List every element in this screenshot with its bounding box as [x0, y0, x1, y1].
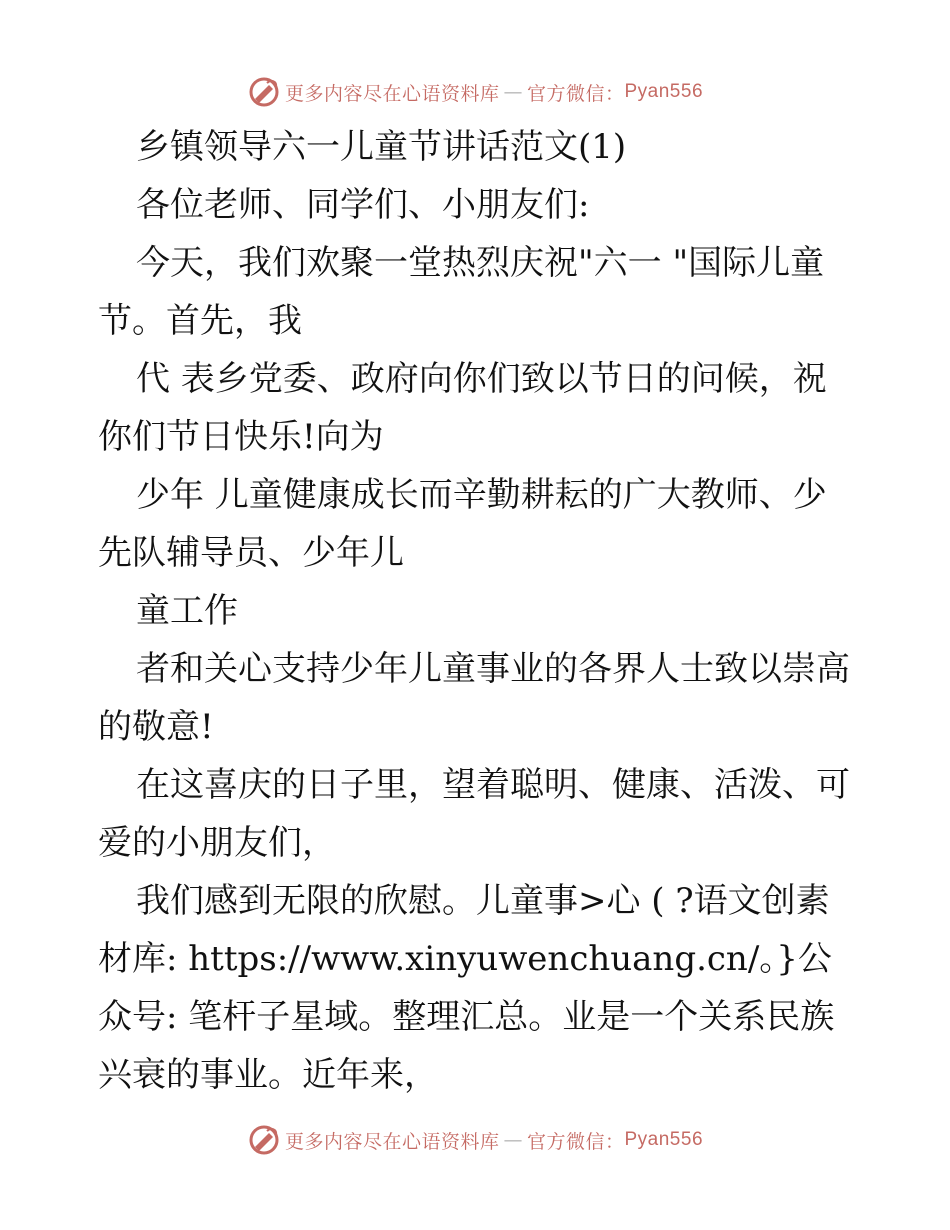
paragraph: 少年 儿童健康成长而辛勤耕耘的广大教师、少先队辅导员、少年儿 [98, 475, 827, 573]
document-title: 乡镇领导六一儿童节讲话范文(1) [136, 127, 627, 167]
pen-swirl-logo-icon [247, 75, 281, 109]
document-body [98, 118, 858, 1104]
pen-swirl-logo-icon [247, 1123, 281, 1157]
watermark-text: 更多内容尽在心语资料库 [284, 1130, 500, 1153]
paragraph: 童工作 [136, 591, 238, 631]
paragraph: 在这喜庆的日子里，望着聪明、健康、活泼、可爱的小朋友们， [98, 765, 850, 863]
wechat-id: Pyan556 [624, 1129, 704, 1150]
watermark-separator: — [503, 1129, 523, 1151]
wechat-label: 官方微信： [526, 82, 625, 105]
wechat-label: 官方微信： [526, 1130, 625, 1153]
paragraph: 我们感到无限的欣慰。儿童事>心 ( ?语文创素材库: https://www.xinyuwenchuang.cn/。}公众号: 笔杆子星域。整理汇总。业是一个关系民族兴衰的事业。近年来， [98, 881, 835, 1095]
watermark-text: 更多内容尽在心语资料库 [284, 82, 500, 105]
paragraph: 者和关心支持少年儿童事业的各界人士致以崇高的敬意! [98, 649, 850, 747]
footer-watermark [0, 1120, 950, 1160]
header-watermark [0, 72, 950, 112]
wechat-id: Pyan556 [624, 81, 704, 102]
watermark-separator: — [503, 81, 523, 103]
paragraph: 今天，我们欢聚一堂热烈庆祝"六一 "国际儿童节。首先，我 [98, 243, 825, 341]
salutation: 各位老师、同学们、小朋友们: [136, 185, 590, 225]
paragraph: 代 表乡党委、政府向你们致以节日的问候，祝你们节日快乐!向为 [98, 359, 827, 457]
